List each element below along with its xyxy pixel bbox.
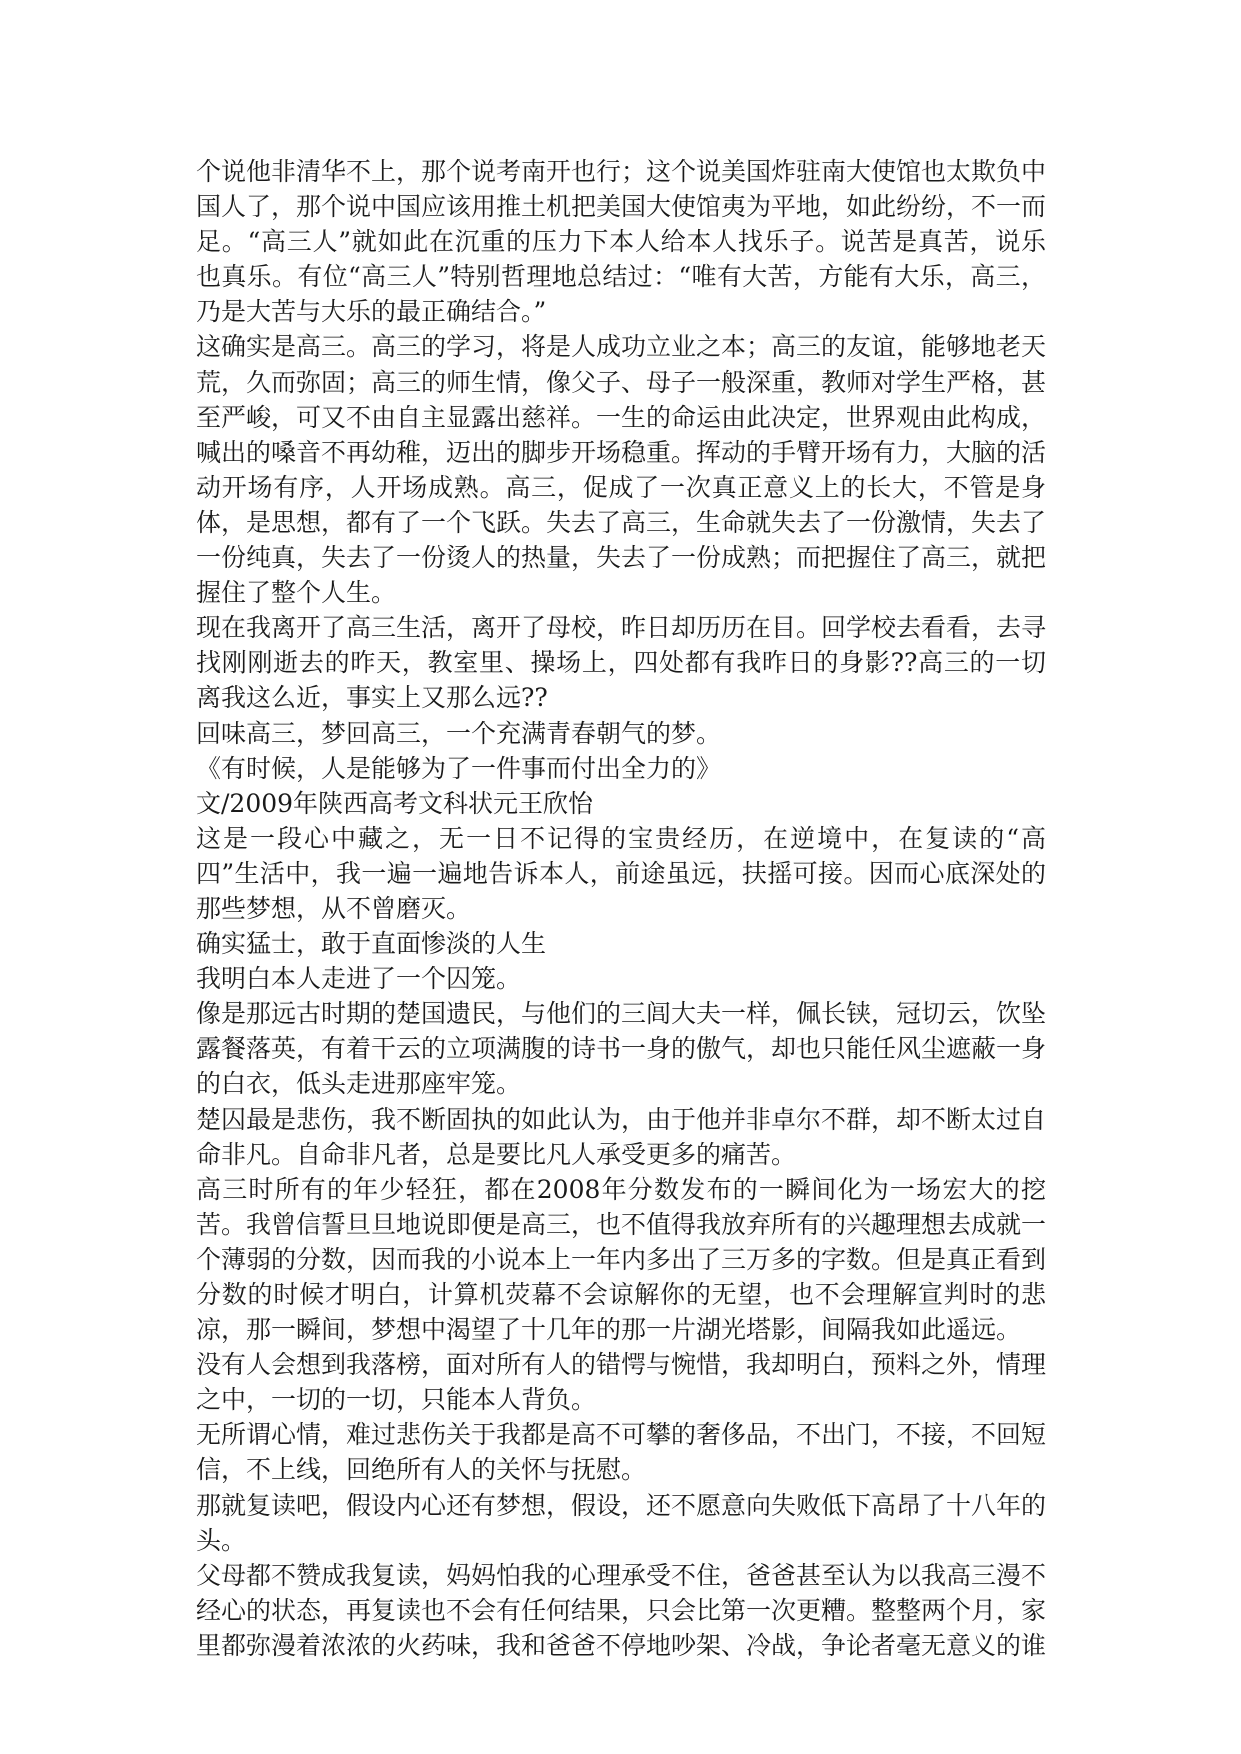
paragraph: 高三时所有的年少轻狂，都在2008年分数发布的一瞬间化为一场宏大的挖苦。我曾信誓旦旦地说即便是高三，也不值得我放弃所有的兴趣理想去成就一个薄弱的分数，因而我的小说本上一年内多出了三万多的字数。但是真正看到分数的时候才明白，计算机荧幕不会谅解你的无望，也不会理解宣判时的悲凉，那一瞬间，梦想中渴望了十几年的那一片湖光塔影，间隔我如此遥远。: [196, 1174, 1047, 1345]
paragraph: 这是一段心中藏之，无一日不记得的宝贵经历，在逆境中，在复读的“高四”生活中，我一遍一遍地告诉本人，前途虽远，扶摇可接。因而心底深处的那些梦想，从不曾磨灭。: [196, 823, 1046, 923]
paragraph: 确实猛士，敢于直面惨淡的人生: [196, 929, 547, 959]
paragraph: 父母都不赞成我复读，妈妈怕我的心理承受不住，爸爸甚至认为以我高三漫不经心的状态，再复读也不会有任何结果，只会比第一次更糟。整整两个月，家里都弥漫着浓浓的火药味，我和爸爸不停地吵架、冷战，争论者毫无意义的谁: [196, 1560, 1047, 1660]
paragraph: 楚囚最是悲伤，我不断固执的如此认为，由于他并非卓尔不群，却不断太过自命非凡。自命非凡者，总是要比凡人承受更多的痛苦。: [196, 1104, 1047, 1169]
paragraph: 这确实是高三。高三的学习，将是人成功立业之本；高三的友谊，能够地老天荒，久而弥固；高三的师生情，像父子、母子一般深重，教师对学生严格，甚至严峻，可又不由自主显露出慈祥。一生的命运由此决定，世界观由此构成，喊出的嗓音不再幼稚，迈出的脚步开场稳重。挥动的手臂开场有力，大脑的活动开场有序，人开场成熟。高三，促成了一次真正意义上的长大，不管是身体，是思想，都有了一个飞跃。失去了高三，生命就失去了一份激情，失去了一份纯真，失去了一份烫人的热量，失去了一份成熟；而把握住了高三，就把握住了整个人生。: [196, 332, 1047, 608]
paragraph: 像是那远古时期的楚国遗民，与他们的三闾大夫一样，佩长铗，冠切云，饮坠露餐落英，有着干云的立项满腹的诗书一身的傲气，却也只能任风尘遮蔽一身的白衣，低头走进那座牢笼。: [196, 999, 1047, 1099]
paragraph: 我明白本人走进了一个囚笼。: [196, 964, 522, 994]
paragraph: 没有人会想到我落榜，面对所有人的错愕与惋惜，我却明白，预料之外，情理之中，一切的一切，只能本人背负。: [196, 1350, 1047, 1415]
paragraph: 现在我离开了高三生活，离开了母校，昨日却历历在目。回学校去看看，去寻找刚刚逝去的昨天，教室里、操场上，四处都有我昨日的身影??高三的一切离我这么近，事实上又那么远??: [196, 613, 1047, 713]
paragraph: 那就复读吧，假设内心还有梦想，假设，还不愿意向失败低下高昂了十八年的头。: [196, 1490, 1047, 1555]
paragraph: 个说他非清华不上，那个说考南开也行；这个说美国炸驻南大使馆也太欺负中国人了，那个说中国应该用推土机把美国大使馆夷为平地，如此纷纷，不一而足。“高三人”就如此在沉重的压力下本人给本人找乐子。说苦是真苦，说乐也真乐。有位“高三人”特别哲理地总结过：“唯有大苦，方能有大乐，高三，乃是大苦与大乐的最正确结合。”: [196, 157, 1047, 327]
section-title: 《有时候，人是能够为了一件事而付出全力的》: [196, 753, 722, 783]
paragraph: 无所谓心情，难过悲伤关于我都是高不可攀的奢侈品，不出门，不接，不回短信，不上线，回绝所有人的关怀与抚慰。: [196, 1420, 1047, 1485]
author-line: 文/2009年陕西高考文科状元王欣怡: [196, 788, 594, 818]
paragraph: 回味高三，梦回高三，一个充满青春朝气的梦。: [196, 718, 722, 748]
document-body: [196, 154, 1046, 1663]
